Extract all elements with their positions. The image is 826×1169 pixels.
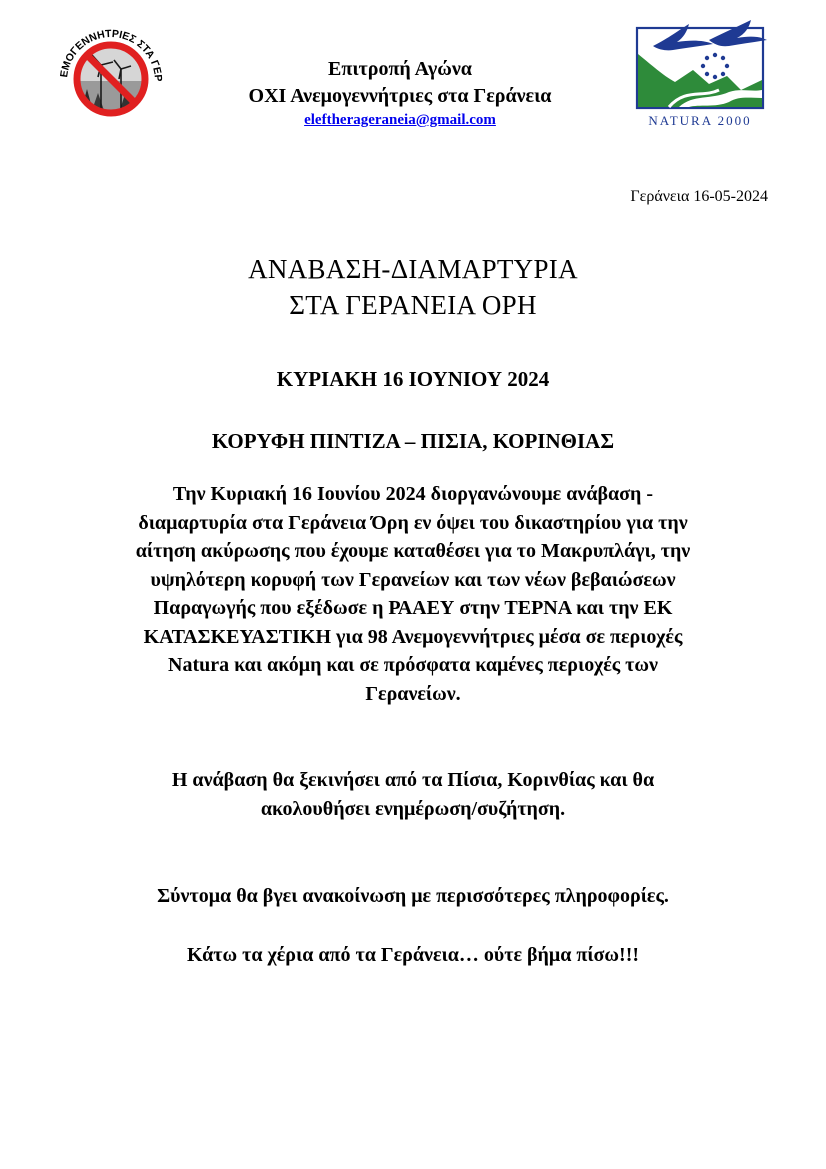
paragraph-slogan: Κάτω τα χέρια από τα Γεράνεια… ούτε βήμα πίσω!!!: [186, 944, 640, 966]
document-title: [0, 251, 826, 323]
paragraph-line: διαμαρτυρία στα Γεράνεια Όρη εν όψει του δικαστηρίου για την: [138, 511, 688, 534]
document-date: Γεράνεια 16-05-2024: [630, 188, 768, 205]
no-wind-turbines-logo: [49, 19, 173, 127]
paragraph-announcement: [70, 480, 756, 708]
email-link[interactable]: eleftherageraneia@gmail.com: [304, 112, 496, 128]
title-line-1: ΑΝΑΒΑΣΗ-ΔΙΑΜΑΡΤΥΡΙΑ: [248, 254, 578, 284]
paragraph-line: Η ανάβαση θα ξεκινήσει από τα Πίσια, Κορινθίας και θα: [171, 769, 655, 791]
paragraph-line: αίτηση ακύρωσης που έχουμε καταθέσει για το Μακρυπλάγι, την: [135, 540, 691, 562]
event-date: ΚΥΡΙΑΚΗ 16 ΙΟΥΝΙΟΥ 2024: [276, 367, 550, 391]
logo-arc-text: ΕΜΟΓΕΝΝΗΤΡΙΕΣ ΣΤΑ ΓΕΡ: [58, 27, 165, 82]
title-line-2: ΣΤΑ ΓΕΡΑΝΕΙΑ ΟΡΗ: [289, 290, 537, 320]
natura-caption: NATURA 2000: [648, 113, 752, 128]
natura-2000-logo: [633, 18, 769, 130]
paragraph-line: ακολουθήσει ενημέρωση/συζήτηση.: [260, 797, 566, 820]
organization-subtitle: ΟΧΙ Ανεμογεννήτριες στα Γεράνεια: [248, 85, 552, 107]
paragraph-route: [70, 766, 756, 823]
paragraph-line: υψηλότερη κορυφή των Γερανείων και των νέων βεβαιώσεων: [150, 568, 676, 591]
paragraph-more-info: Σύντομα θα βγει ανακοίνωση με περισσότερες πληροφορίες.: [157, 885, 669, 907]
paragraph-line: Γερανείων.: [365, 682, 461, 705]
paragraph-line: Την Κυριακή 16 Ιουνίου 2024 διοργανώνουμε ανάβαση -: [172, 483, 654, 505]
organization-name: Επιτροπή Αγώνα: [328, 58, 472, 80]
event-place: ΚΟΡΥΦΗ ΠΙΝΤΙΖΑ – ΠΙΣΙΑ, ΚΟΡΙΝΘΙΑΣ: [211, 429, 615, 453]
paragraph-line: ΚΑΤΑΣΚΕΥΑΣΤΙΚΗ για 98 Ανεμογεννήτριες μέσα σε περιοχές: [143, 625, 683, 648]
organization-header: [180, 56, 620, 130]
paragraph-line: Παραγωγής που εξέδωσε η ΡΑΑΕΥ στην ΤΕΡΝΑ και την ΕΚ: [153, 597, 673, 619]
paragraph-line: Natura και ακόμη και σε πρόσφατα καμένες περιοχές των: [168, 654, 658, 676]
